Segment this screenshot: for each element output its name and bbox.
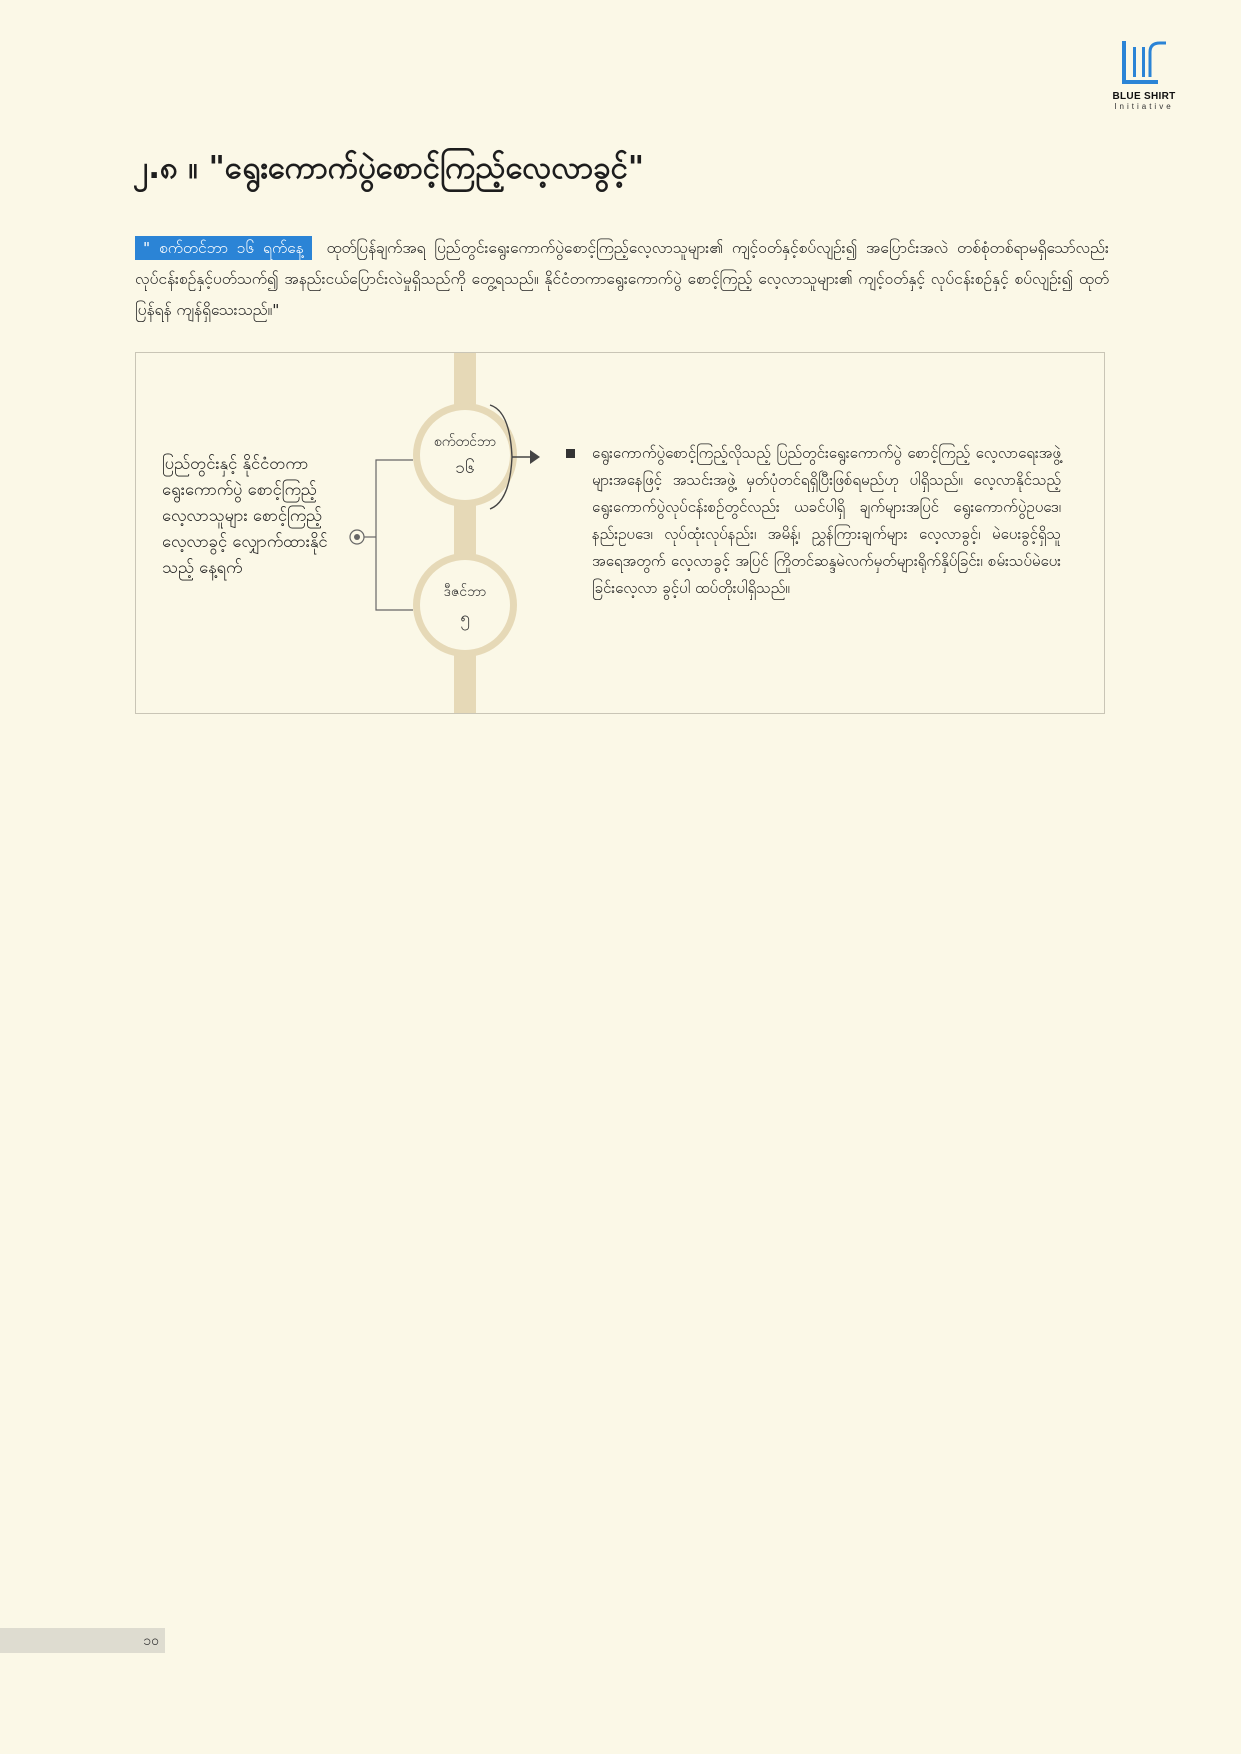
arrow-arc-icon	[476, 397, 556, 517]
footer-bar	[0, 1628, 165, 1653]
logo-subtitle: Initiative	[1114, 102, 1174, 111]
date-circle-end	[413, 553, 517, 657]
section-title: ၂.၈ ။ "ရွေးကောက်ပွဲစောင့်ကြည့်လေ့လာခွင့်"	[133, 150, 645, 186]
logo-icon	[1120, 38, 1168, 86]
square-bullet-icon	[566, 449, 575, 458]
description-text: ရွေးကောက်ပွဲစောင့်ကြည့်လိုသည့် ပြည်တွင်းရွေးကောက်ပွဲ စောင့်ကြည့် လေ့လာရေးအဖွဲ့များအနေဖြင့် အသင်းအဖွဲ့ မှတ်ပုံတင်ရရှိပြီးဖြစ်ရမည်ဟု ပါရှိသည်။ လေ့လာနိုင်သည့် ရွေးကောက်ပွဲလုပ်ငန်းစဉ်တွင်လည်း ယခင်ပါရှိ ချက်များအပြင် ရွေးကောက်ပွဲဥပဒေ၊ နည်းဥပဒေ၊ လုပ်ထုံးလုပ်နည်း၊ အမိန့်၊ ညွှန်ကြားချက်များ လေ့လာခွင့်၊ မဲပေးခွင့်ရှိသူအရေအတွက် လေ့လာခွင့် အပြင် ကြိုတင်ဆန္ဒမဲလက်မှတ်များရိုက်နှိပ်ခြင်း၊ စမ်းသပ်မဲပေးခြင်းလေ့လာ ခွင့်ပါ ထပ်တိုးပါရှိသည်။	[592, 444, 1061, 597]
timeline-description	[566, 440, 1061, 602]
page-number: ၁၀	[143, 1633, 159, 1649]
blue-shirt-logo	[1104, 38, 1184, 111]
intro-text: ထုတ်ပြန်ချက်အရ ပြည်တွင်းရွေးကောက်ပွဲစောင့်ကြည့်လေ့လာသူများ၏ ကျင့်ဝတ်နှင့်စပ်လျဉ်း၍ အပြောင်းအလဲ တစ်စုံတစ်ရာမရှိသော်လည်း လုပ်ငန်းစဉ်နှင့်ပတ်သက်၍ အနည်းငယ်ပြောင်းလဲမှုရှိသည်ကို တွေ့ရသည်။ နိုင်ငံတကာရွေးကောက်ပွဲ စောင့်ကြည့် လေ့လာသူများ၏ ကျင့်ဝတ်နှင့် လုပ်ငန်းစဉ်နှင့် စပ်လျဉ်း၍ ထုတ်ပြန်ရန် ကျန်ရှိသေးသည်။"	[135, 239, 1109, 319]
date-month: ဒီဇင်ဘာ	[443, 584, 487, 600]
bracket-connector	[346, 455, 416, 615]
logo-name: BLUE SHIRT	[1112, 91, 1176, 102]
timeline-panel	[135, 352, 1105, 714]
date-highlight: " စက်တင်ဘာ ၁၆ ရက်နေ့	[135, 236, 312, 260]
date-day: ၁၆	[455, 458, 475, 478]
date-day: ၅	[460, 608, 470, 628]
application-period-label: ပြည်တွင်းနှင့် နိုင်ငံတကာ ရွေးကောက်ပွဲ စောင့်ကြည့်လေ့လာသူများ စောင့်ကြည့်လေ့လာခွင့် လျှောက်ထားနိုင်သည့် နေ့ရက်	[162, 454, 328, 577]
date-month: စက်တင်ဘာ	[433, 434, 497, 450]
intro-paragraph	[135, 233, 1109, 326]
